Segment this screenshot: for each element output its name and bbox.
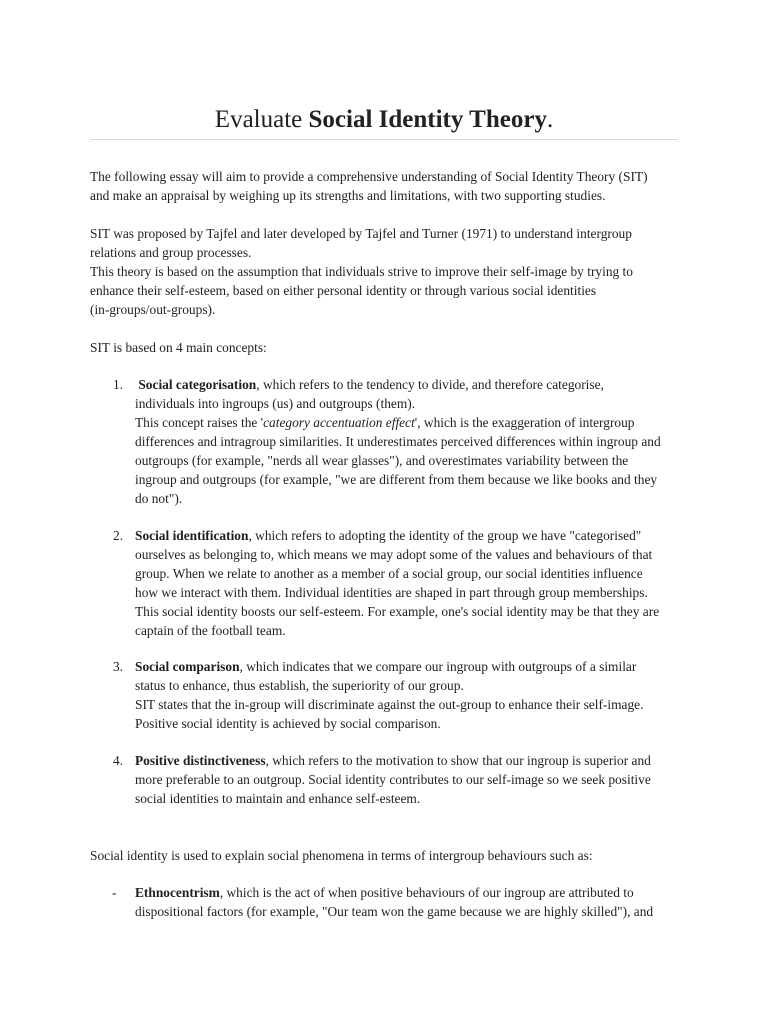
list-number: 2. bbox=[113, 528, 124, 543]
text-line: SIT is based on 4 main concepts: bbox=[90, 340, 267, 355]
text-line: how we interact with them. Individual identities are shaped in part through group memberships. bbox=[135, 585, 648, 600]
concept-text: , which indicates that we compare our ingroup with outgroups of a similar bbox=[239, 659, 637, 674]
text-line: (in-groups/out-groups). bbox=[90, 302, 216, 317]
text-line: captain of the football team. bbox=[135, 623, 286, 638]
concept-text: , which refers to the tendency to divide, and therefore categorise, bbox=[256, 377, 604, 392]
text-line: SIT states that the in-group will discriminate against the out-group to enhance their self-image. bbox=[135, 697, 644, 712]
phenomena-intro bbox=[90, 846, 680, 865]
text-segment: ', which is the exaggeration of intergroup bbox=[414, 415, 635, 430]
text-segment: This concept raises the ' bbox=[135, 415, 264, 430]
text-line: relations and group processes. bbox=[90, 245, 252, 260]
italic-term: category accentuation effect bbox=[263, 415, 415, 430]
concept-body bbox=[135, 657, 680, 733]
phenomenon-text: , which is the act of when positive behaviours of our ingroup are attributed to bbox=[219, 885, 634, 900]
text-line: This theory is based on the assumption that individuals strive to improve their self-image by trying to bbox=[90, 264, 633, 279]
text-line: ingroup and outgroups (for example, "we are different from them because we like books and they bbox=[135, 472, 658, 487]
list-number: 4. bbox=[113, 753, 124, 768]
concept-term: Positive distinctiveness bbox=[135, 753, 266, 768]
text-line: Positive social identity is achieved by social comparison. bbox=[135, 716, 441, 731]
concept-term: Social categorisation bbox=[138, 377, 257, 392]
list-number: 3. bbox=[113, 659, 124, 674]
text-line: SIT was proposed by Tajfel and later developed by Tajfel and Turner (1971) to understand intergroup bbox=[90, 226, 632, 241]
text-line: enhance their self-esteem, based on either personal identity or through various social identities bbox=[90, 283, 597, 298]
concept-body bbox=[135, 751, 680, 808]
list-bullet: - bbox=[112, 885, 117, 900]
phenomenon-body bbox=[135, 883, 680, 921]
phenomenon-term: Ethnocentrism bbox=[135, 885, 220, 900]
text-line: more preferable to an outgroup. Social identity contributes to our self-image so we seek positive bbox=[135, 772, 651, 787]
text-line: This social identity boosts our self-esteem. For example, one's social identity may be that they are bbox=[135, 604, 660, 619]
page-title bbox=[90, 104, 678, 136]
text-line: and make an appraisal by weighing up its strengths and limitations, with two supporting studies. bbox=[90, 188, 606, 203]
text-line: The following essay will aim to provide a comprehensive understanding of Social Identity Theory (SIT) bbox=[90, 169, 648, 184]
list-number: 1. bbox=[113, 377, 124, 392]
text-line: Social identity is used to explain social phenomena in terms of intergroup behaviours such as: bbox=[90, 848, 593, 863]
concept-text: , which refers to adopting the identity of the group we have "categorised" bbox=[248, 528, 642, 543]
text-line: outgroups (for example, "nerds all wear glasses"), and overestimates variability between the bbox=[135, 453, 629, 468]
background-paragraph bbox=[90, 224, 680, 319]
title-bold: Social Identity Theory bbox=[308, 106, 547, 133]
text-line: individuals into ingroups (us) and outgroups (them). bbox=[135, 396, 416, 411]
intro-paragraph bbox=[90, 167, 680, 205]
concept-body bbox=[135, 375, 680, 508]
text-line: social identities to maintain and enhance self-esteem. bbox=[135, 791, 421, 806]
text-line: status to enhance, thus establish, the superiority of our group. bbox=[135, 678, 464, 693]
title-suffix: . bbox=[546, 106, 554, 133]
concept-term: Social comparison bbox=[135, 659, 240, 674]
concept-term: Social identification bbox=[135, 528, 249, 543]
title-prefix: Evaluate bbox=[214, 106, 309, 133]
concept-body bbox=[135, 526, 680, 640]
text-line: dispositional factors (for example, "Our team won the game because we are highly skilled"), and bbox=[135, 904, 654, 919]
concept-text: , which refers to the motivation to show that our ingroup is superior and bbox=[265, 753, 651, 768]
text-line: ourselves as belonging to, which means we may adopt some of the values and behaviours of that bbox=[135, 547, 653, 562]
text-line: do not"). bbox=[135, 491, 183, 506]
concepts-intro bbox=[90, 338, 680, 357]
title-divider bbox=[90, 139, 678, 140]
text-line: group. When we relate to another as a member of a social group, our social identities influence bbox=[135, 566, 643, 581]
text-line: differences and intragroup similarities. It underestimates perceived differences within ingroup and bbox=[135, 434, 661, 449]
